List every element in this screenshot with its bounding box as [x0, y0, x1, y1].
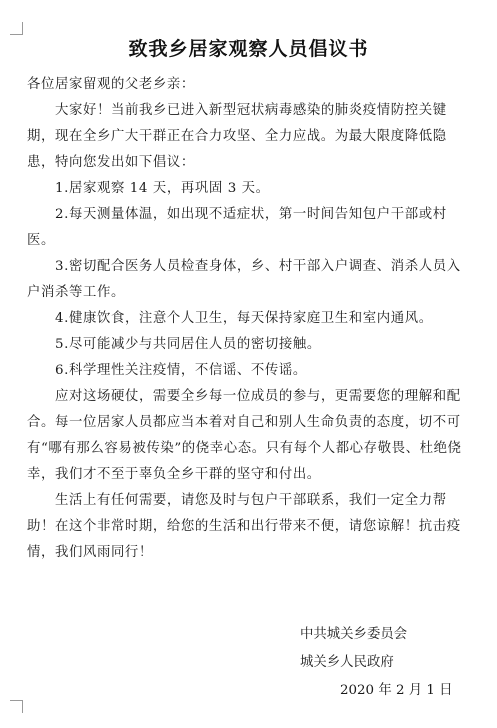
crop-mark-bottom-left — [10, 700, 23, 713]
list-item-1: 1.居家观察 14 天，再巩固 3 天。 — [55, 181, 270, 196]
list-item-5: 5.尽可能减少与共同居住人员的密切接触。 — [55, 337, 321, 352]
paragraph-2: 应对这场硬仗，需要全乡每一位成员的参与，更需要您的理解和配合。每一位居家人员都应当本着对自己和别人生命负责的态度，切不可有“哪有那么容易被传染”的侥幸心态。只有每个人都心存敬畏、杜绝侥幸，我们才不至于辜负全乡干群的坚守和付出。 — [27, 389, 462, 482]
signature-org-party-committee: 中共城关乡委员会 — [300, 627, 408, 642]
paragraph-3: 生活上有任何需要，请您及时与包户干部联系，我们一定全力帮助！在这个非常时期，给您的生活和出行带来不便，请您谅解！抗击疫情，我们风雨同行！ — [27, 493, 461, 560]
intro-paragraph: 大家好！当前我乡已进入新型冠状病毒感染的肺炎疫情防控关键期，现在全乡广大干群正在合力攻坚、全力应战。为最大限度降低隐患，特向您发出如下倡议： — [27, 103, 447, 170]
signature-org-government: 城关乡人民政府 — [300, 655, 394, 670]
document-body — [27, 72, 473, 566]
list-item-2: 2.每天测量体温，如出现不适症状，第一时间告知包户干部或村医。 — [27, 207, 447, 248]
list-item-6: 6.科学理性关注疫情，不信谣、不传谣。 — [55, 363, 307, 378]
signature-date: 2020 年 2 月 1 日 — [340, 683, 453, 698]
list-item-4: 4.健康饮食，注意个人卫生，每天保持家庭卫生和室内通风。 — [55, 311, 433, 326]
salutation: 各位居家留观的父老乡亲： — [27, 77, 195, 92]
document-title: 致我乡居家观察人员倡议书 — [128, 38, 369, 60]
list-item-3: 3.密切配合医务人员检查身体，乡、村干部入户调查、消杀人员入户消杀等工作。 — [27, 259, 461, 300]
